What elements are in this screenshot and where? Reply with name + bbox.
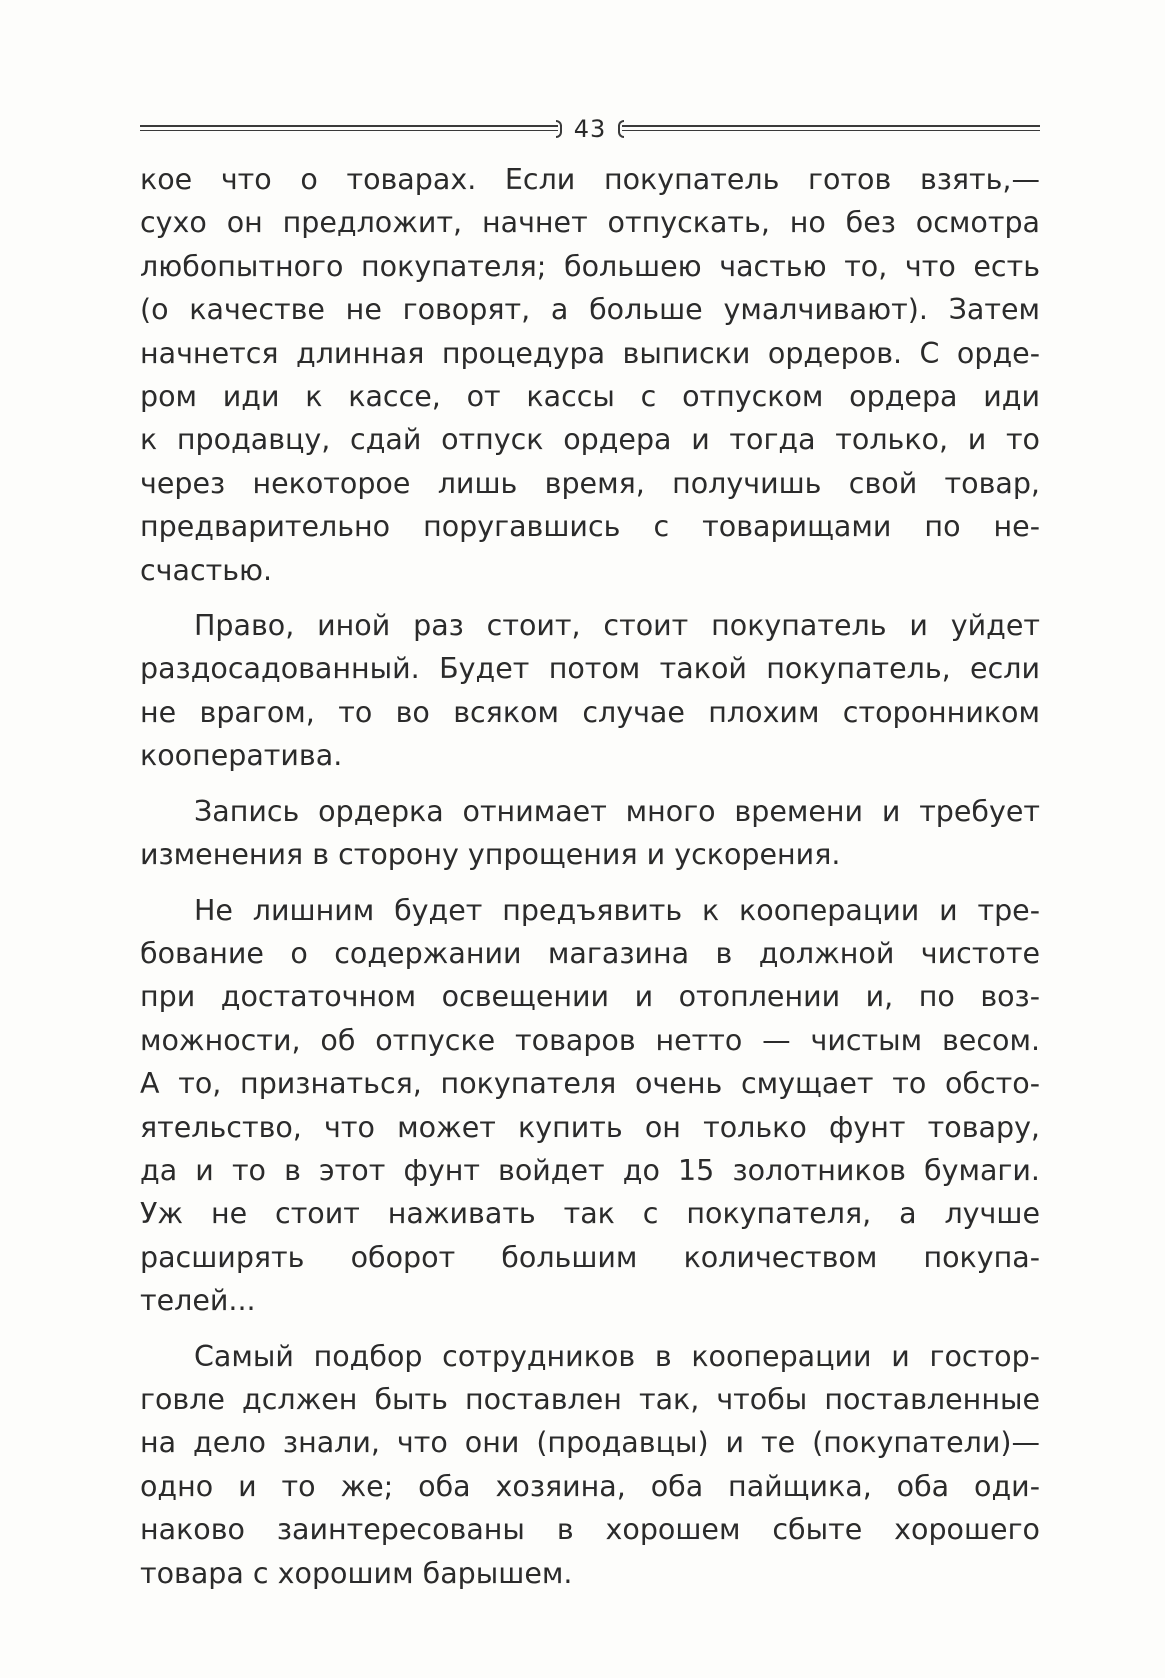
text-line: счастью. [140,553,273,587]
text-line: Уж не стоит наживать так с покупателя, а лучше [140,1197,1040,1231]
page-header [140,112,1040,146]
paragraph [140,790,1040,877]
text-line: А то, признаться, покупателя очень смущает то обсто- [140,1067,1040,1101]
text-line: говле дслжен быть поставлен так, чтобы поставленные [140,1382,1040,1416]
text-line: ром иди к кассе, от кассы с отпуском ордера иди [140,380,1040,414]
text-line: на дело знали, что они (продавцы) и те (покупатели)— [140,1426,1040,1460]
text-line: при достаточном освещении и отоплении и, по воз- [140,980,1040,1014]
header-rule-left [140,124,558,134]
paragraph [140,604,1040,778]
text-line: бование о содержании магазина в должной чистоте [140,936,1040,970]
text-line: кое что о товарах. Если покупатель готов взять,— [140,163,1040,196]
text-line: расширять оборот большим количеством покупа- [140,1240,1040,1274]
text-line: сухо он предложит, начнет отпускать, но без осмотра [140,206,1040,240]
paragraph [140,889,1040,1323]
text-line: Запись ордерка отнимает много времени и требует [194,794,1040,828]
header-rule-right [622,124,1040,134]
text-line: (о качестве не говорят, а больше умалчивают). Затем [140,293,1040,327]
text-line: изменения в сторону упрощения и ускорения. [140,838,841,872]
text-line: кооператива. [140,739,343,773]
text-line: любопытного покупателя; большею частью то, что есть [140,249,1040,283]
text-line: да и то в этот фунт войдет до 15 золотников бумаги. [140,1153,1040,1187]
page-number: 43 [573,115,607,143]
text-line: телей... [140,1284,256,1318]
text-line: через некоторое лишь время, получишь свой товар, [140,466,1040,500]
text-line: к продавцу, сдай отпуск ордера и тогда только, и то [140,423,1040,457]
body-text [140,158,1040,1607]
text-line: наково заинтересованы в хорошем сбыте хорошего [140,1513,1040,1547]
text-line: Не лишним будет предъявить к кооперации и тре- [194,893,1040,927]
text-line: не врагом, то во всяком случае плохим сторонником [140,695,1040,729]
text-line: Право, иной раз стоит, стоит покупатель и уйдет [194,609,1040,643]
text-line: раздосадованный. Будет потом такой покупатель, если [140,652,1040,686]
paragraph [140,158,1040,592]
text-line: Самый подбор сотрудников в кооперации и гостор- [194,1339,1040,1373]
text-line: одно и то же; оба хозяина, оба пайщика, оба оди- [140,1469,1040,1503]
paragraph [140,1335,1040,1595]
text-line: ятельство, что может купить он только фунт товару, [140,1110,1040,1144]
text-line: можности, об отпуске товаров нетто — чистым весом. [140,1023,1040,1057]
text-line: начнется длинная процедура выписки ордеров. С орде- [140,336,1040,370]
text-line: предварительно поругавшись с товарищами по не- [140,510,1040,544]
text-line: товара с хорошим барышем. [140,1556,573,1590]
